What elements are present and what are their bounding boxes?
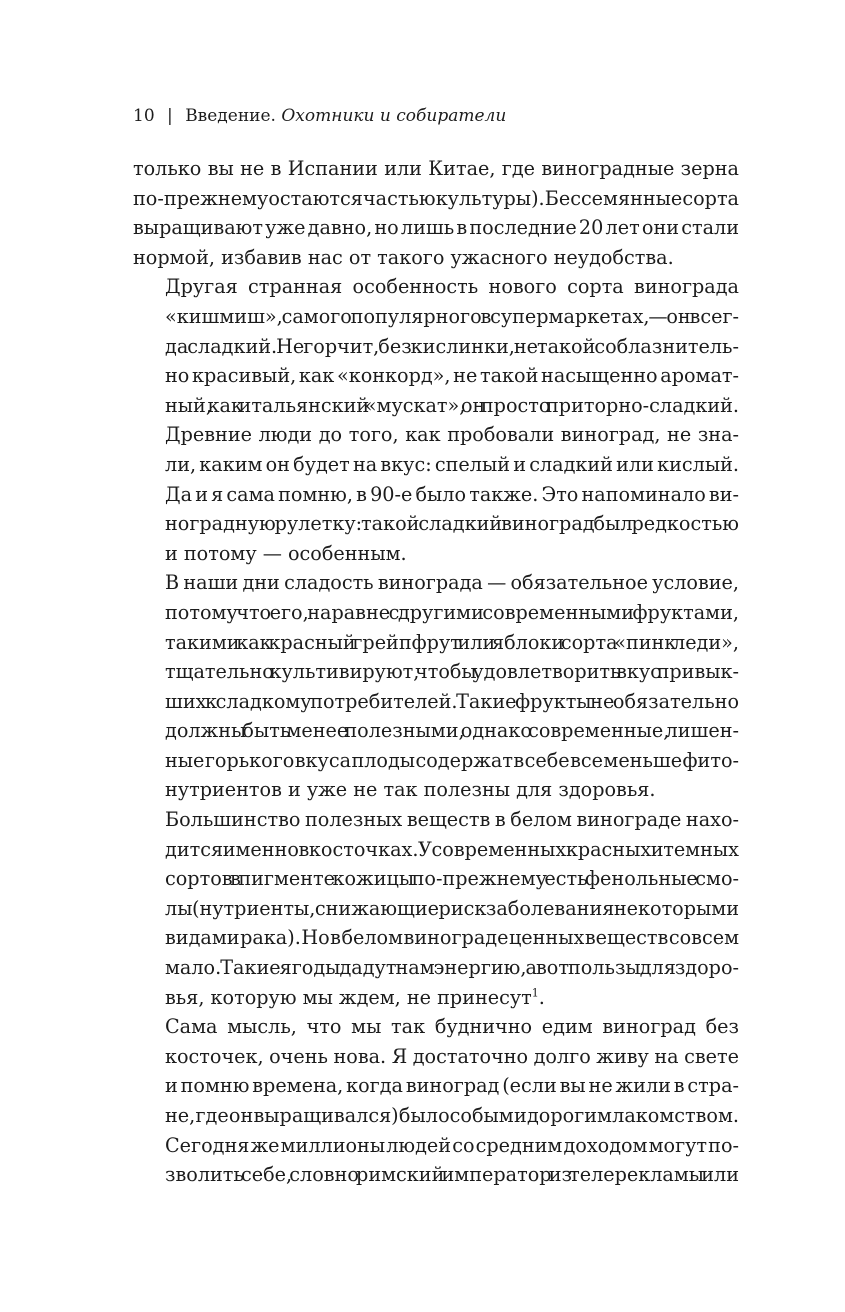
text-line: В наши дни сладость винограда — обязательное условие, <box>165 571 739 595</box>
text-line: Большинство полезных веществ в белом винограде нахо- <box>165 808 739 832</box>
text-line: не, где он выращивался) был особым и дорогим лакомством. <box>165 1104 739 1127</box>
section-label: Введение. <box>185 106 276 126</box>
text-line: мало. Такие ягоды дадут нам энергию, а вот пользы для здоро- <box>165 956 739 980</box>
text-line: нутриентов и уже не так полезны для здоровья. <box>165 778 656 802</box>
text-line: Другая странная особенность нового сорта винограда <box>165 275 739 299</box>
text-line: Да и я сама помню, в 90-е было также. Это напоминало ви- <box>165 482 739 506</box>
footnote-marker[interactable]: 1 <box>531 986 539 1000</box>
text-line: ших к сладкому потребителей. Такие фрукты не обязательно <box>165 689 739 713</box>
text-line: тщательно культивируют, чтобы удовлетворить вкус привык- <box>165 660 739 684</box>
text-line: «кишмиш», самого популярного в супермаркетах, — он всег- <box>165 304 739 328</box>
text-line: вья, которую мы ждем, не принесут <box>165 985 532 1009</box>
text-line: и потому — особенным. <box>165 541 407 565</box>
text-line: нормой, избавив нас от такого ужасного неудобства. <box>133 245 674 269</box>
text-line: по-прежнему остаются частью культуры). Бессемянные сорта <box>133 186 739 210</box>
text-line: выращивают уже давно, но лишь в последние 20 лет они стали <box>133 216 739 240</box>
header-separator: | <box>167 106 173 126</box>
running-head <box>133 104 506 128</box>
paragraph-1 <box>133 154 739 272</box>
text-line: ный, как итальянский «мускат», он просто приторно-сладкий. <box>165 393 739 417</box>
paragraph-5 <box>133 1012 739 1190</box>
text-line: такими как красный грейпфрут или яблоки сорта «пинк леди», <box>165 630 739 654</box>
text-line: и помню времена, когда виноград (если вы не жили в стра- <box>165 1074 739 1098</box>
body-text <box>133 154 739 1190</box>
text-line: должны быть менее полезными, однако современные, лишен- <box>165 719 739 743</box>
text-line: видами рака). Но в белом винограде ценных веществ совсем <box>165 926 739 950</box>
text-line: потому что его, наравне с другими современными фруктами, <box>165 600 739 624</box>
chapter-title: Охотники и собиратели <box>281 106 507 126</box>
text-line: сортов в пигменте кожицы по-прежнему есть фенольные смо- <box>165 867 739 891</box>
text-line: ные горького вкуса плоды содержат в себе все меньше фито- <box>165 748 739 772</box>
text-line: да сладкий. Не горчит, без кислинки, не такой соблазнитель- <box>165 334 739 358</box>
text-line: только вы не в Испании или Китае, где виноградные зерна <box>133 157 739 180</box>
paragraph-4 <box>133 805 739 1012</box>
sentence-end: . <box>538 985 545 1009</box>
text-line: зволить себе, словно римский император из телерекламы или <box>165 1163 739 1187</box>
text-line: косточек, очень нова. Я достаточно долго живу на свете <box>165 1044 739 1068</box>
text-line: но красивый, как «конкорд», не такой насыщенно аромат- <box>165 364 739 388</box>
text-line: ноградную рулетку: такой сладкий виноград был редкостью <box>165 512 739 536</box>
text-line: Древние люди до того, как пробовали виноград, не зна- <box>165 423 739 447</box>
text-line: Сама мысль, что мы так буднично едим виноград без <box>165 1015 739 1039</box>
text-line: ли, каким он будет на вкус: спелый и сладкий или кислый. <box>165 452 739 476</box>
text-line-with-footnote <box>133 983 739 1013</box>
paragraph-2 <box>133 272 739 568</box>
text-line: Сегодня же миллионы людей со средним доходом могут по- <box>165 1133 739 1157</box>
paragraph-3 <box>133 568 739 805</box>
text-line: лы (нутриенты, снижающие риск заболевания некоторыми <box>165 896 739 920</box>
page-number: 10 <box>133 106 155 126</box>
text-line: дится именно в косточках. У современных красных и темных <box>165 837 739 861</box>
